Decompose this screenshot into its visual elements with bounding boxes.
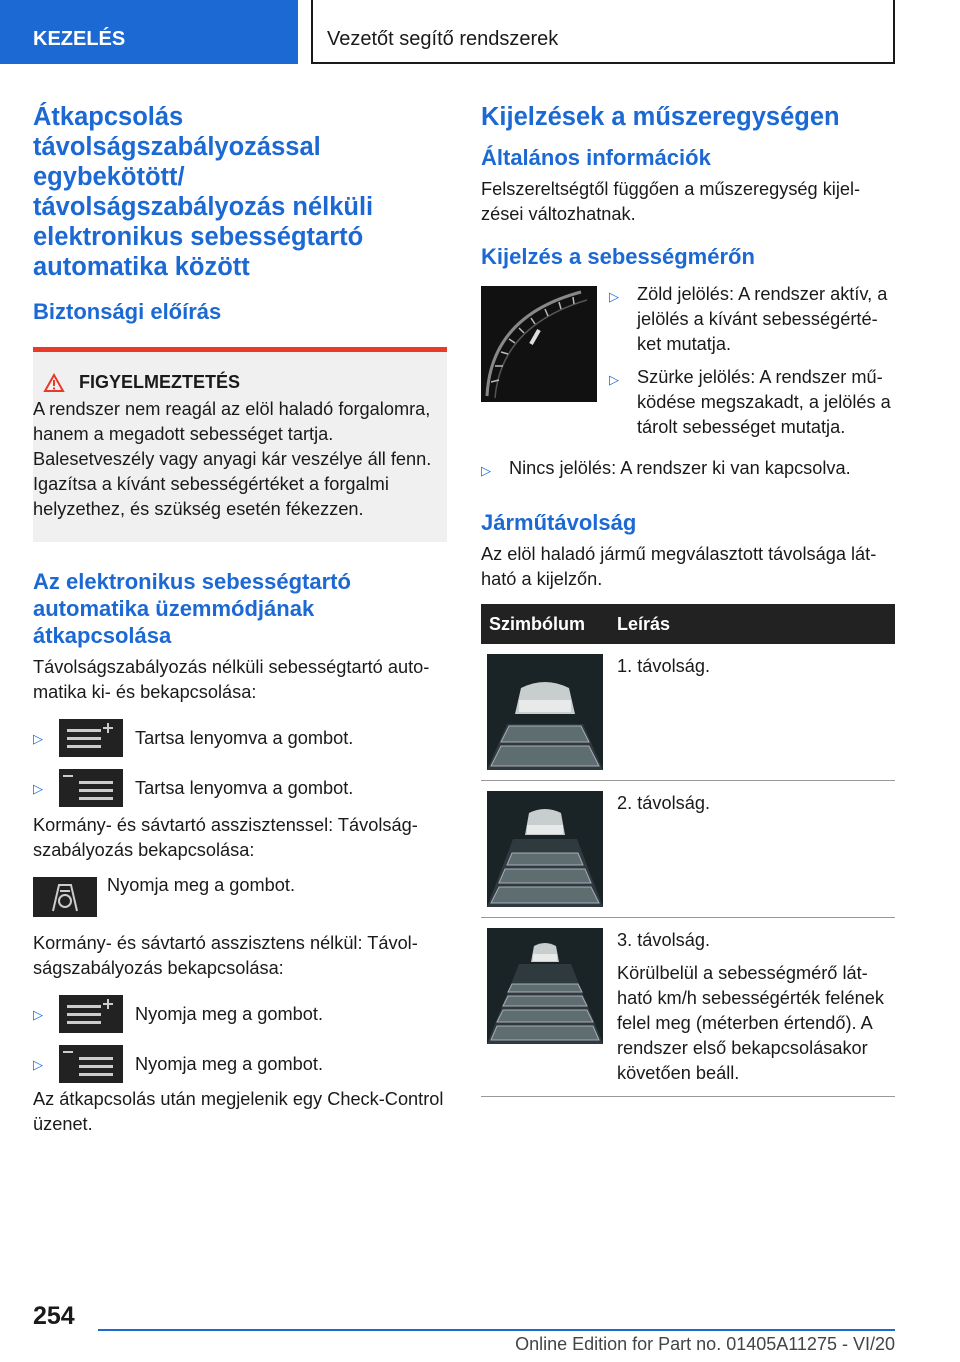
- row-desc-extra: Körülbelül a sebességmérő látható km/h sebességérték felének felel meg (méterben értendő). A rendszer első bekapcsolásakor követően beáll.: [617, 963, 884, 1083]
- bullet-icon: ▷: [33, 1056, 43, 1072]
- list-item: ▷ Nincs jelölés: A rendszer ki van kapcsolva.: [481, 456, 895, 483]
- distance-table: [481, 604, 895, 1097]
- distance-text: Az elöl haladó jármű megválasztott távolsága látható a kijelzőn.: [481, 544, 877, 589]
- section-tab: KEZELÉS: [0, 0, 298, 64]
- switch-title: Átkapcsolás távolságszabályozással egybekötött/ távolságszabályozás nélküli elektronikus sebességtartó automatika között: [33, 103, 374, 281]
- distance-3-image: [487, 928, 603, 1044]
- speed-distance-plus-button-icon: [59, 995, 123, 1033]
- step-1-text: Tartsa lenyomva a gombot.: [135, 727, 354, 748]
- steering-assist-button-icon: [33, 877, 97, 917]
- display-title: Kijelzések a műszeregységen: [481, 103, 840, 131]
- distance-2-image: [487, 791, 603, 907]
- speed-minus-button-icon: [59, 1045, 123, 1083]
- table-row: [481, 644, 895, 781]
- col-desc-header: Leírás: [609, 604, 895, 644]
- bullet-icon: ▷: [481, 463, 491, 478]
- col-symbol-header: Szimbólum: [481, 604, 609, 644]
- table-row: [481, 918, 895, 1097]
- page-number: 254: [33, 1302, 75, 1330]
- footer-divider: [98, 1329, 895, 1331]
- warning-text: A rendszer nem reagál az elöl haladó forgalomra, hanem a megadott sebességet tartja. Balesetveszély vagy anyagi kár veszélye áll fenn. Igazítsa a kívánt sebességértéket a forgalmi helyzethez, és szükség esetén fékezzen.: [33, 399, 432, 519]
- speed-minus-button-icon: [59, 769, 123, 807]
- warning-triangle-icon: [43, 373, 65, 393]
- chapter-tab: Vezetőt segítő rendszerek: [311, 0, 895, 64]
- no-mark-bullet: [481, 456, 895, 483]
- safety-heading: Biztonsági előírás: [33, 299, 222, 324]
- speedo-block: [481, 286, 895, 440]
- edition-text: Online Edition for Part no. 01405A11275 - VI/20: [515, 1334, 895, 1354]
- row-desc: 2. távolság.: [617, 793, 711, 813]
- speedometer-image: [481, 286, 597, 402]
- step-2-text: Tartsa lenyomva a gombot.: [135, 777, 354, 798]
- warning-title: FIGYELMEZTETÉS: [79, 372, 241, 392]
- step-1: [33, 719, 447, 757]
- bullet-icon: ▷: [33, 780, 43, 796]
- mode-heading: Az elektronikus sebességtartó automatika üzemmódjának átkapcsolása: [33, 569, 351, 648]
- speedo-heading: Kijelzés a sebességmérőn: [481, 244, 755, 269]
- speed-distance-plus-button-icon: [59, 719, 123, 757]
- distance-1-image: [487, 654, 603, 770]
- lane-without-text: Kormány- és sávtartó asszisztens nélkül: Távolságszabályozás bekapcsolása:: [33, 933, 418, 978]
- press-row: [33, 873, 447, 917]
- list-item: ▷ Szürke jelölés: A rendszer működése megszakadt, a jelölés a tárolt sebességet mutatja.: [609, 365, 895, 440]
- step-3-text: Nyomja meg a gombot.: [135, 1003, 324, 1024]
- row-desc: 3. távolság.: [617, 930, 711, 950]
- bullet-icon: ▷: [33, 730, 43, 746]
- bullet-icon: ▷: [33, 1006, 43, 1022]
- step-2: [33, 769, 447, 807]
- step-4: [33, 1045, 447, 1083]
- bullet-icon: ▷: [609, 372, 619, 387]
- left-column: [33, 102, 447, 1137]
- step-3: [33, 995, 447, 1033]
- lane-with-text: Kormány- és sávtartó asszisztenssel: Távolságszabályozás bekapcsolása:: [33, 815, 418, 860]
- press-text: Nyomja meg a gombot.: [107, 875, 296, 895]
- table-row: [481, 781, 895, 918]
- distance-heading: Járműtávolság: [481, 510, 637, 535]
- after-text: Az átkapcsolás után megjelenik egy Check-Control üzenet.: [33, 1089, 444, 1134]
- warning-title-row: [33, 372, 447, 393]
- list-item: ▷ Zöld jelölés: A rendszer aktív, a jelölés a kívánt sebességértéket mutatja.: [609, 282, 895, 357]
- speedo-bullets: [609, 282, 895, 440]
- general-heading: Általános információk: [481, 145, 711, 170]
- mode-intro: Távolságszabályozás nélküli sebességtartó automatika ki- és bekapcsolása:: [33, 657, 430, 702]
- step-4-text: Nyomja meg a gombot.: [135, 1053, 324, 1074]
- row-desc: 1. távolság.: [617, 656, 711, 676]
- warning-box: [33, 347, 447, 542]
- bullet-icon: ▷: [609, 289, 619, 304]
- right-column: [481, 102, 895, 1097]
- general-text: Felszereltségtől függően a műszeregység kijelzései változhatnak.: [481, 179, 861, 224]
